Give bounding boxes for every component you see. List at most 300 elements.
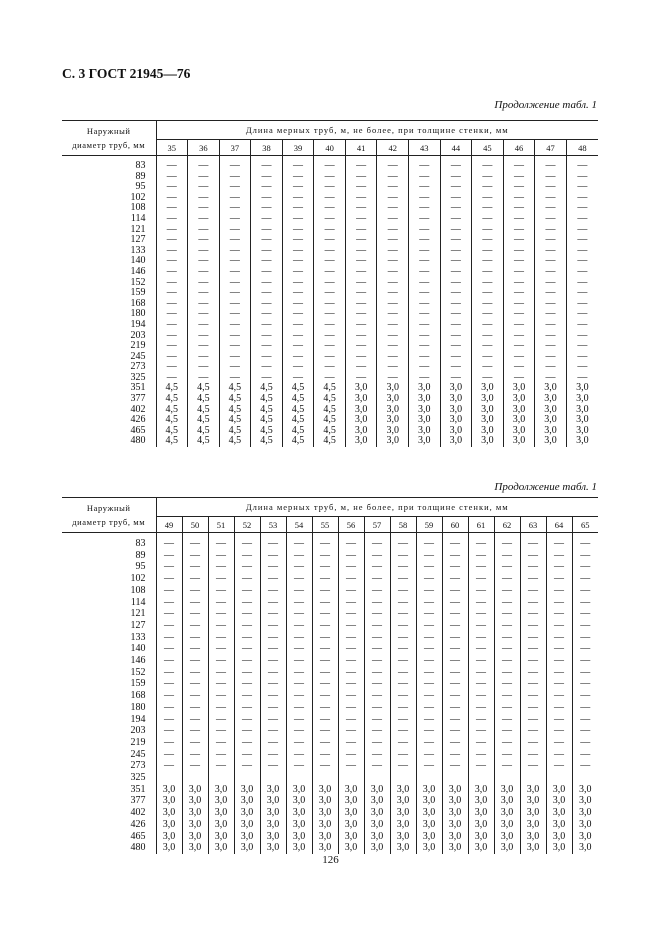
diameter-cell: 152 [62,667,156,679]
value-cell: 3,0 [390,807,416,819]
value-cell: — [345,182,377,193]
value-cell: — [156,667,182,679]
value-cell: 3,0 [440,415,472,426]
value-cell: — [364,667,390,679]
value-cell: — [535,256,567,267]
value-cell: — [234,538,260,550]
diameter-cell: 159 [62,288,156,299]
value-cell: — [338,632,364,644]
page-number: 126 [322,854,339,866]
value-cell: — [282,193,314,204]
value-cell: 3,0 [409,426,441,437]
value-cell: — [188,309,220,320]
value-cell: — [286,702,312,714]
value-cell: — [182,702,208,714]
value-cell: 3,0 [535,405,567,416]
value-cell: — [472,267,504,278]
value-cell: 3,0 [409,436,441,447]
value-cell: — [494,585,520,597]
diameter-cell: 351 [62,383,156,394]
value-cell: 3,0 [579,842,592,854]
value-cell: — [416,737,442,749]
value-cell: 3,0 [472,426,504,437]
diameter-cell: 83 [62,161,156,172]
value-cell: — [345,341,377,352]
value-cell: — [577,244,588,256]
value-cell: — [234,725,260,737]
value-cell: — [188,341,220,352]
value-cell: 3,0 [338,807,364,819]
row-header-line: диаметр труб, мм [72,517,146,527]
value-cell: — [468,667,494,679]
diameter-cell: 180 [62,702,156,714]
value-cell: — [182,655,208,667]
value-cell: — [338,573,364,585]
value-cell: — [472,225,504,236]
value-cell: — [260,643,286,655]
value-cell: — [377,320,409,331]
value-cell: — [312,714,338,726]
value-cell: — [345,203,377,214]
value-cell: — [156,632,182,644]
value-cell: 3,0 [345,383,377,394]
value-cell: 3,0 [409,405,441,416]
column-header: 45 [472,140,504,156]
value-cell: 3,0 [286,842,312,854]
value-cell: 3,0 [364,819,390,831]
diameter-cell: 465 [62,426,156,437]
value-cell: 3,0 [312,842,338,854]
value-cell: — [338,702,364,714]
diameter-cell: 140 [62,256,156,267]
value-cell: — [234,632,260,644]
value-cell: — [440,341,472,352]
value-cell: 3,0 [409,415,441,426]
value-cell: — [282,288,314,299]
value-cell: — [182,561,208,573]
diameter-cell: 89 [62,550,156,562]
value-cell: — [208,690,234,702]
value-cell: — [442,585,468,597]
value-cell: 3,0 [409,394,441,405]
table-row [62,597,598,609]
value-cell: — [535,225,567,236]
diameter-cell: 102 [62,573,156,585]
value-cell: — [282,278,314,289]
value-cell: — [546,585,572,597]
value-cell: — [377,214,409,225]
value-cell: — [182,550,208,562]
value-cell: — [314,214,346,225]
value-cell: — [188,172,220,183]
value-cell: 3,0 [494,831,520,843]
column-header: 39 [282,140,314,156]
value-cell: — [390,620,416,632]
value-cell: — [494,550,520,562]
value-cell: — [468,643,494,655]
value-cell: 4,5 [251,394,283,405]
value-cell: — [282,235,314,246]
value-cell: 3,0 [182,831,208,843]
value-cell: — [286,597,312,609]
value-cell: 3,0 [440,394,472,405]
value-cell: 3,0 [345,436,377,447]
value-cell: — [409,299,441,310]
table1 [62,120,598,447]
value-cell: — [314,341,346,352]
value-cell: — [208,573,234,585]
value-cell: — [219,214,251,225]
value-cell: — [182,725,208,737]
value-cell: — [546,597,572,609]
value-cell: 3,0 [535,383,567,394]
value-cell: — [251,362,283,373]
value-cell: — [260,678,286,690]
value-cell: — [314,320,346,331]
diameter-cell: 146 [62,267,156,278]
value-cell: — [364,585,390,597]
column-header: 40 [314,140,346,156]
value-cell: — [520,561,546,573]
value-cell: — [494,561,520,573]
value-cell: — [468,655,494,667]
value-cell: 3,0 [312,819,338,831]
value-cell: — [472,288,504,299]
value-cell: 4,5 [251,436,283,447]
value-cell: — [494,538,520,550]
value-cell: 4,5 [188,405,220,416]
value-cell: 3,0 [416,842,442,854]
value-cell: — [577,160,588,171]
value-cell: — [472,172,504,183]
value-cell: 3,0 [364,807,390,819]
value-cell: — [409,193,441,204]
value-cell: 3,0 [260,819,286,831]
column-header: 58 [390,517,416,533]
value-cell: — [312,678,338,690]
value-cell: 3,0 [520,831,546,843]
value-cell: — [251,172,283,183]
value-cell: — [156,714,182,726]
value-cell: 3,0 [416,784,442,796]
column-header: 46 [503,140,535,156]
value-cell [442,772,468,784]
value-cell: — [442,737,468,749]
value-cell: — [440,373,472,384]
value-cell: — [156,561,182,573]
value-cell: — [520,620,546,632]
row-header [62,498,156,533]
value-cell: 4,5 [188,436,220,447]
value-cell: — [546,749,572,761]
value-cell: — [314,267,346,278]
value-cell: 3,0 [390,831,416,843]
value-cell: — [580,631,591,643]
value-cell: 3,0 [468,807,494,819]
value-cell: — [580,666,591,678]
value-cell [182,772,208,784]
table2-continuation-label: Продолжение табл. 1 [494,481,597,493]
value-cell: — [546,655,572,667]
value-cell: — [312,561,338,573]
value-cell: 3,0 [535,415,567,426]
value-cell: — [546,632,572,644]
value-cell: — [409,373,441,384]
value-cell: 4,5 [156,436,188,447]
value-cell: 3,0 [234,842,260,854]
value-cell: — [503,352,535,363]
value-cell: — [188,235,220,246]
value-cell: — [442,573,468,585]
value-cell: — [416,749,442,761]
value-cell: — [442,714,468,726]
value-cell: — [580,701,591,713]
value-cell: — [546,573,572,585]
value-cell: — [390,678,416,690]
value-cell: 4,5 [282,394,314,405]
value-cell: — [286,725,312,737]
value-cell: — [520,573,546,585]
value-cell: 3,0 [208,819,234,831]
value-cell: — [577,361,588,373]
value-cell: — [416,725,442,737]
value-cell: — [520,760,546,772]
table-row [62,320,598,331]
value-cell: — [440,288,472,299]
table-row [62,667,598,679]
table-row [62,214,598,225]
value-cell: — [234,655,260,667]
value-cell: — [577,212,588,224]
value-cell: 3,0 [576,393,589,405]
value-cell: — [260,749,286,761]
value-cell: — [472,193,504,204]
table-row [62,831,598,843]
value-cell: — [535,299,567,310]
value-cell: — [219,161,251,172]
value-cell: — [468,690,494,702]
value-cell: — [219,341,251,352]
diameter-cell: 203 [62,331,156,342]
value-cell: 4,5 [314,415,346,426]
span-header: Длина мерных труб, м, не более, при толщине стенки, мм [156,121,598,140]
value-cell: — [409,235,441,246]
value-cell: 3,0 [440,426,472,437]
value-cell: 4,5 [282,383,314,394]
value-cell: — [188,331,220,342]
value-cell: — [520,725,546,737]
value-cell: 4,5 [251,415,283,426]
value-cell: — [503,320,535,331]
value-cell: — [251,331,283,342]
value-cell: — [312,550,338,562]
value-cell: — [442,561,468,573]
diameter-cell: 121 [62,608,156,620]
value-cell: 3,0 [520,795,546,807]
table2 [62,497,598,854]
value-cell: — [156,288,188,299]
table-row [62,819,598,831]
value-cell: 3,0 [234,807,260,819]
value-cell: — [251,267,283,278]
value-cell: 3,0 [208,807,234,819]
value-cell: — [468,573,494,585]
value-cell: — [286,643,312,655]
value-cell: — [472,341,504,352]
value-cell: — [494,667,520,679]
diameter-cell: 245 [62,352,156,363]
value-cell: — [520,643,546,655]
value-cell: 3,0 [416,795,442,807]
value-cell: — [377,256,409,267]
value-cell: — [409,267,441,278]
value-cell: — [520,550,546,562]
value-cell: — [260,725,286,737]
value-cell: — [156,352,188,363]
value-cell: — [535,341,567,352]
value-cell: — [314,182,346,193]
value-cell: — [260,702,286,714]
value-cell: — [314,193,346,204]
table-row [62,702,598,714]
value-cell: — [314,278,346,289]
value-cell: — [442,702,468,714]
value-cell: — [312,538,338,550]
value-cell: — [577,170,588,182]
value-cell: — [156,608,182,620]
value-cell: — [472,256,504,267]
value-cell: — [409,172,441,183]
value-cell: — [219,362,251,373]
value-cell: — [251,341,283,352]
value-cell: — [503,182,535,193]
value-cell: — [182,643,208,655]
value-cell: — [260,667,286,679]
value-cell: — [345,288,377,299]
table-row [62,632,598,644]
value-cell: 3,0 [503,426,535,437]
table-row [62,267,598,278]
value-cell: — [338,749,364,761]
value-cell: — [409,203,441,214]
value-cell: — [416,561,442,573]
column-header: 54 [286,517,312,533]
value-cell: — [156,655,182,667]
value-cell: — [468,749,494,761]
column-header: 50 [182,517,208,533]
value-cell: — [188,225,220,236]
span-header: Длина мерных труб, м, не более, при толщине стенки, мм [156,498,598,517]
diameter-cell: 168 [62,299,156,310]
value-cell: — [156,214,188,225]
value-cell: 3,0 [416,831,442,843]
value-cell: — [390,608,416,620]
value-cell: — [208,749,234,761]
value-cell: — [535,172,567,183]
value-cell: — [503,203,535,214]
value-cell: — [494,620,520,632]
value-cell: — [156,538,182,550]
value-cell: — [234,737,260,749]
value-cell: 3,0 [409,383,441,394]
value-cell: — [577,297,588,309]
value-cell: — [188,182,220,193]
value-cell: — [409,309,441,320]
value-cell: — [468,620,494,632]
value-cell: — [520,702,546,714]
column-header: 36 [188,140,220,156]
value-cell: — [219,256,251,267]
value-cell: — [314,362,346,373]
value-cell: 3,0 [546,795,572,807]
value-cell: — [440,267,472,278]
value-cell: — [208,702,234,714]
value-cell: — [390,561,416,573]
value-cell: — [503,373,535,384]
value-cell: — [472,214,504,225]
value-cell: — [546,620,572,632]
value-cell: — [472,309,504,320]
value-cell: — [345,172,377,183]
value-cell [546,772,572,784]
value-cell: — [503,172,535,183]
value-cell: — [535,362,567,373]
value-cell: — [390,632,416,644]
value-cell: — [416,585,442,597]
value-cell: — [208,678,234,690]
value-cell: 3,0 [312,807,338,819]
value-cell: — [156,172,188,183]
value-cell: — [577,181,588,193]
value-cell: 3,0 [472,383,504,394]
value-cell: — [156,331,188,342]
value-cell: — [188,256,220,267]
value-cell: — [416,667,442,679]
value-cell [416,772,442,784]
value-cell: 4,5 [219,394,251,405]
column-header: 55 [312,517,338,533]
value-cell: 4,5 [282,405,314,416]
value-cell: 3,0 [416,819,442,831]
value-cell: — [234,643,260,655]
value-cell: 3,0 [390,842,416,854]
value-cell [286,772,312,784]
value-cell: 3,0 [503,415,535,426]
value-cell: — [377,373,409,384]
value-cell: — [409,161,441,172]
diameter-cell: 127 [62,235,156,246]
diameter-cell: 146 [62,655,156,667]
value-cell: — [219,235,251,246]
value-cell: — [364,737,390,749]
value-cell: — [409,278,441,289]
value-cell: — [338,690,364,702]
value-cell: 3,0 [260,784,286,796]
value-cell: — [312,643,338,655]
value-cell: — [260,538,286,550]
value-cell: 3,0 [260,807,286,819]
value-cell: — [286,690,312,702]
value-cell: — [314,373,346,384]
value-cell: — [377,182,409,193]
column-header: 43 [409,140,441,156]
diameter-cell: 159 [62,678,156,690]
value-cell: — [156,320,188,331]
value-cell: — [312,749,338,761]
value-cell: — [416,690,442,702]
diameter-cell: 194 [62,320,156,331]
value-cell [572,772,598,784]
